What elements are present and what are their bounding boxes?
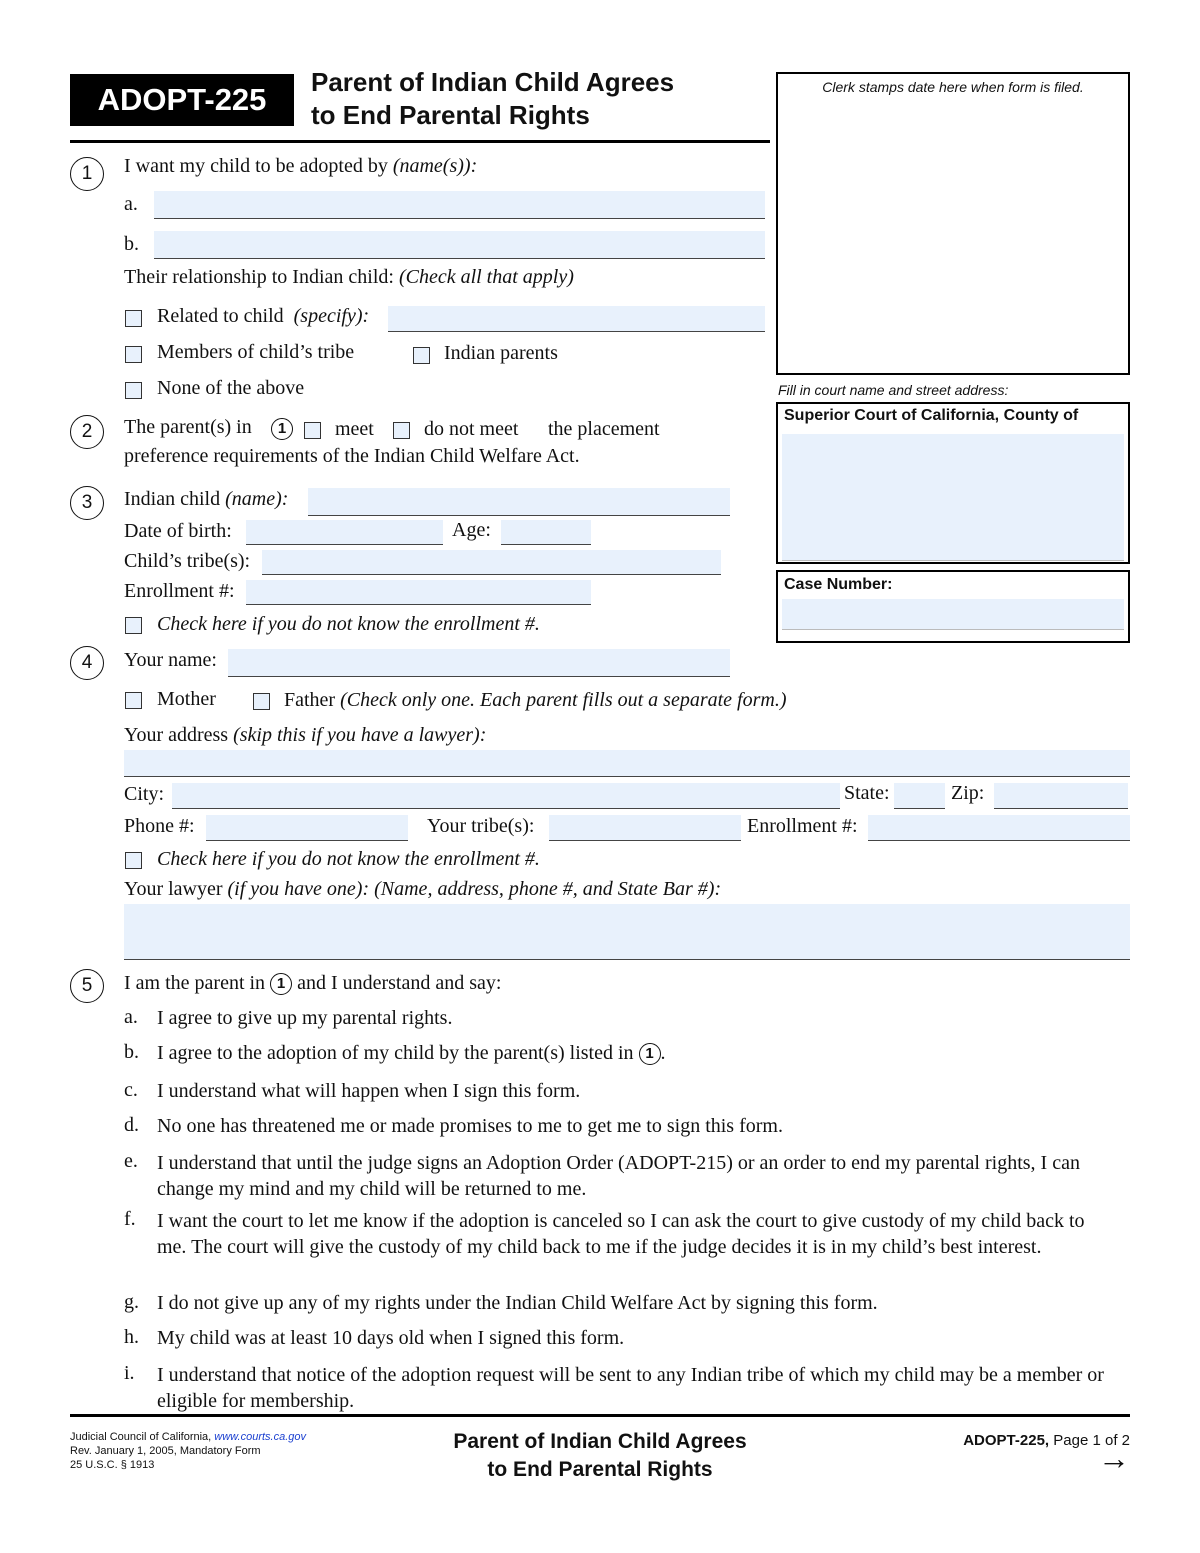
s1-a-label: a. [124,193,138,215]
indian-child-name-field[interactable] [308,488,730,516]
s1-b-label: b. [124,233,139,255]
section-4-number: 4 [70,646,104,680]
placement-label: the placement [548,418,660,440]
s5-lead: I am the parent in 1 and I understand and say: [124,972,502,994]
related-label: Related to child (specify): [157,305,370,327]
related-checkbox[interactable] [125,310,142,327]
item-letter: h. [124,1326,139,1348]
phone-field[interactable] [206,815,408,841]
child-enrollment-unknown-label: Check here if you do not know the enrollment #. [157,613,540,635]
your-lawyer-label: Your lawyer (if you have one): (Name, address, phone #, and State Bar #): [124,878,722,900]
item-letter: e. [124,1150,138,1172]
your-tribes-label: Your tribe(s): [427,815,535,837]
dob-label: Date of birth: [124,520,232,542]
zip-field[interactable] [994,783,1128,809]
s1-lead: I want my child to be adopted by (name(s)): [124,155,478,177]
meet-label: meet [335,418,374,440]
clerk-stamp-box [776,72,1130,375]
city-label: City: [124,783,165,805]
next-page-arrow-icon: → [1098,1440,1130,1476]
your-tribes-field[interactable] [549,815,741,841]
zip-label: Zip: [951,782,985,804]
footer-rule [70,1414,1130,1417]
child-enrollment-field[interactable] [246,580,591,605]
form-id: ADOPT-225 [97,82,267,117]
father-label: Father (Check only one. Each parent fills out a separate form.) [284,689,787,711]
your-enrollment-field[interactable] [868,815,1130,841]
your-address-label: Your address (skip this if you have a lawyer): [124,724,487,746]
s1-relationship-lead: Their relationship to Indian child: (Check all that apply) [124,266,574,288]
statement-item: No one has threatened me or made promises to me to get me to sign this form. [157,1115,783,1137]
meet-checkbox[interactable] [304,422,321,439]
mother-checkbox[interactable] [125,692,142,709]
clerk-stamp-label: Clerk stamps date here when form is filed. [822,79,1084,95]
item-letter: g. [124,1291,139,1313]
case-number-field[interactable] [782,599,1124,630]
related-specify-field[interactable] [388,306,765,332]
state-field[interactable] [894,783,945,809]
your-enrollment-label: Enrollment #: [747,815,858,837]
court-label: Superior Court of California, County of [784,407,1079,424]
do-not-meet-checkbox[interactable] [393,422,410,439]
statement-item: I understand what will happen when I sign this form. [157,1080,581,1102]
item-letter: f. [124,1208,136,1230]
dob-field[interactable] [246,520,443,545]
case-number-label: Case Number: [784,576,893,593]
statement-item: I want the court to let me know if the adoption is canceled so I can ask the court to give custody of my child back to me. The court will give the custody of my child back to me if the judge decides it is in my child’s best interest. [157,1210,1085,1258]
phone-label: Phone #: [124,815,195,837]
case-number-box [776,570,1130,643]
item-letter: a. [124,1006,138,1028]
members-tribe-label: Members of child’s tribe [157,341,355,363]
footer-title: Parent of Indian Child Agrees to End Parental Rights [453,1430,747,1481]
lawyer-field[interactable] [124,904,1130,960]
s5b-ref-1: 1 [639,1043,661,1065]
none-above-checkbox[interactable] [125,382,142,399]
mother-label: Mother [157,688,216,710]
s2-lead: The parent(s) in [124,416,252,438]
section-3-number: 3 [70,486,104,520]
your-name-label: Your name: [124,649,217,671]
header-rule [70,140,770,143]
your-enrollment-unknown-label: Check here if you do not know the enrollment #. [157,848,540,870]
do-not-meet-label: do not meet [424,418,519,440]
your-enrollment-unknown-checkbox[interactable] [125,852,142,869]
item-letter: b. [124,1041,139,1063]
age-label: Age: [452,519,491,541]
indian-parents-checkbox[interactable] [413,347,430,364]
s2-line2: preference requirements of the Indian Child Welfare Act. [124,445,580,467]
adoptive-parent-b-field[interactable] [154,231,765,259]
page-title: Parent of Indian Child Agrees to End Parental Rights [311,67,675,130]
section-5-number: 5 [70,969,104,1003]
form-id-badge [70,74,294,126]
statement-item: I understand that until the judge signs an Adoption Order (ADOPT-215) or an order to end my parental rights, I can change my mind and my child will be returned to me. [157,1152,1080,1200]
court-name-field[interactable] [782,434,1124,561]
child-enrollment-unknown-checkbox[interactable] [125,617,142,634]
state-label: State: [844,782,890,804]
footer-page: ADOPT-225, Page 1 of 2 [963,1432,1130,1449]
item-letter: i. [124,1362,135,1384]
section-2-number: 2 [70,415,104,449]
item-letter: d. [124,1114,139,1136]
statement-item: I understand that notice of the adoption request will be sent to any Indian tribe of which my child may be a member or eligible for membership. [157,1364,1104,1412]
courts-link[interactable]: www.courts.ca.gov [214,1431,306,1443]
item-letter: c. [124,1079,138,1101]
section-1-number: 1 [70,157,104,191]
court-instruction: Fill in court name and street address: [778,382,1009,398]
statement-item: My child was at least 10 days old when I signed this form. [157,1327,625,1349]
statement-item: I agree to give up my parental rights. [157,1007,453,1029]
court-box [776,402,1130,564]
footer-meta: Judicial Council of California, www.courts.ca.gov Rev. January 1, 2005, Mandatory Form 25 U.S.C. § 1913 [70,1431,306,1471]
age-field[interactable] [501,520,591,545]
adoptive-parent-a-field[interactable] [154,191,765,219]
statement-item: I agree to the adoption of my child by the parent(s) listed in 1 . [157,1042,666,1064]
city-field[interactable] [172,783,840,809]
indian-parents-label: Indian parents [444,342,558,364]
father-checkbox[interactable] [253,693,270,710]
child-enrollment-label: Enrollment #: [124,580,235,602]
your-address-field[interactable] [124,750,1130,777]
your-name-field[interactable] [228,649,730,677]
members-tribe-checkbox[interactable] [125,346,142,363]
statement-item: I do not give up any of my rights under the Indian Child Welfare Act by signing this form. [157,1292,878,1314]
s5-ref-1: 1 [270,973,292,995]
none-above-label: None of the above [157,377,305,399]
indian-child-label: Indian child (name): [124,488,289,510]
child-tribes-field[interactable] [262,550,721,575]
s2-ref-1: 1 [271,418,293,440]
child-tribes-label: Child’s tribe(s): [124,550,251,572]
